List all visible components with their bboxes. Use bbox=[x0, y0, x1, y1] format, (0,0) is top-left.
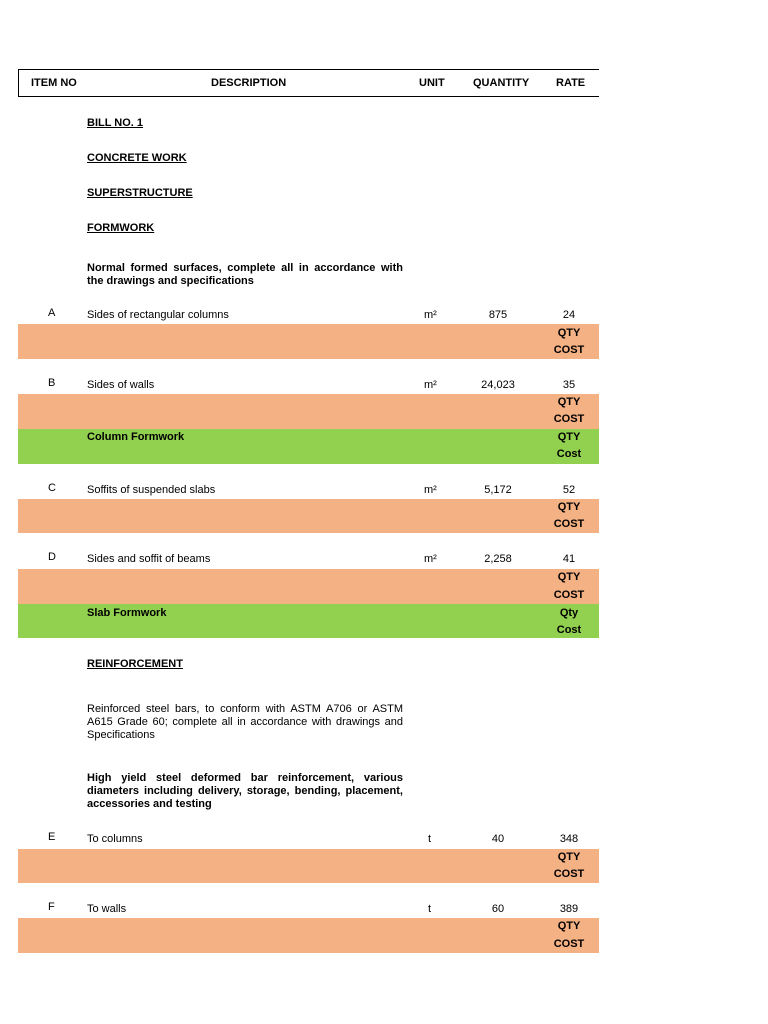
concrete-heading: CONCRETE WORK bbox=[87, 152, 187, 164]
table-header bbox=[18, 69, 599, 97]
item-a-qty: 875 bbox=[488, 309, 508, 321]
item-a-cost-label: COST bbox=[553, 344, 585, 356]
item-a-no: A bbox=[48, 307, 56, 319]
item-a-rate: 24 bbox=[562, 309, 576, 321]
item-a-qty-label: QTY bbox=[557, 327, 581, 339]
item-e-qty: 40 bbox=[491, 833, 505, 845]
item-d-rate: 41 bbox=[562, 553, 576, 565]
formwork-description: Normal formed surfaces, complete all in accordance with the drawings and specifications bbox=[87, 262, 403, 287]
superstructure-heading: SUPERSTRUCTURE bbox=[87, 187, 193, 199]
column-formwork-label: Column Formwork bbox=[87, 431, 185, 443]
item-c-qty-label: QTY bbox=[557, 501, 581, 513]
item-e-desc: To columns bbox=[87, 833, 143, 845]
item-d-no: D bbox=[48, 551, 56, 563]
item-f-unit: t bbox=[428, 903, 432, 915]
item-e-qty-label: QTY bbox=[557, 851, 581, 863]
header-unit: UNIT bbox=[419, 77, 445, 89]
item-e-total-band bbox=[18, 849, 599, 883]
item-f-qty-label: QTY bbox=[557, 920, 581, 932]
item-b-desc: Sides of walls bbox=[87, 379, 155, 391]
item-b-total-band bbox=[18, 394, 599, 429]
header-item-no: ITEM NO bbox=[31, 77, 77, 89]
item-d-total-band bbox=[18, 569, 599, 604]
item-f-rate: 389 bbox=[559, 903, 579, 915]
item-f-cost-label: COST bbox=[553, 938, 585, 950]
header-quantity: QUANTITY bbox=[473, 77, 530, 89]
reinforcement-heading: REINFORCEMENT bbox=[87, 658, 183, 670]
item-e-rate: 348 bbox=[559, 833, 579, 845]
item-b-qty: 24,023 bbox=[481, 379, 515, 391]
bill-heading: BILL NO. 1 bbox=[87, 117, 144, 129]
slab-formwork-cost: Cost bbox=[556, 624, 582, 636]
header-description: DESCRIPTION bbox=[211, 77, 287, 89]
item-d-qty: 2,258 bbox=[484, 553, 512, 565]
item-e-no: E bbox=[48, 831, 56, 843]
item-b-qty-label: QTY bbox=[557, 396, 581, 408]
item-c-no: C bbox=[48, 482, 56, 494]
item-d-desc: Sides and soffit of beams bbox=[87, 553, 211, 565]
item-d-cost-label: COST bbox=[553, 589, 585, 601]
column-formwork-cost: Cost bbox=[556, 448, 582, 460]
item-b-no: B bbox=[48, 377, 56, 389]
item-d-qty-label: QTY bbox=[557, 571, 581, 583]
item-c-cost-label: COST bbox=[553, 518, 585, 530]
item-f-total-band bbox=[18, 918, 599, 953]
item-d-unit: m² bbox=[424, 553, 437, 565]
item-b-cost-label: COST bbox=[553, 413, 585, 425]
item-f-desc: To walls bbox=[87, 903, 127, 915]
formwork-heading: FORMWORK bbox=[87, 222, 155, 234]
high-yield-description: High yield steel deformed bar reinforcement, various diameters including delivery, storage, bending, placement, accessories and testing bbox=[87, 772, 403, 810]
slab-formwork-qty: Qty bbox=[559, 607, 579, 619]
item-a-desc: Sides of rectangular columns bbox=[87, 309, 229, 321]
item-a-unit: m² bbox=[424, 309, 437, 321]
item-b-rate: 35 bbox=[562, 379, 576, 391]
item-e-cost-label: COST bbox=[553, 868, 585, 880]
item-e-unit: t bbox=[428, 833, 432, 845]
header-rate: RATE bbox=[556, 77, 586, 89]
item-c-unit: m² bbox=[424, 484, 437, 496]
item-a-total-band bbox=[18, 324, 599, 359]
column-formwork-qty: QTY bbox=[557, 431, 581, 443]
item-f-no: F bbox=[48, 901, 55, 913]
item-c-desc: Soffits of suspended slabs bbox=[87, 484, 216, 496]
slab-formwork-label: Slab Formwork bbox=[87, 607, 167, 619]
item-c-total-band bbox=[18, 499, 599, 533]
item-c-rate: 52 bbox=[562, 484, 576, 496]
reinforcement-description: Reinforced steel bars, to conform with ASTM A706 or ASTM A615 Grade 60; complete all in accordance with drawings and Specifications bbox=[87, 703, 403, 741]
item-b-unit: m² bbox=[424, 379, 437, 391]
item-c-qty: 5,172 bbox=[484, 484, 512, 496]
item-f-qty: 60 bbox=[491, 903, 505, 915]
